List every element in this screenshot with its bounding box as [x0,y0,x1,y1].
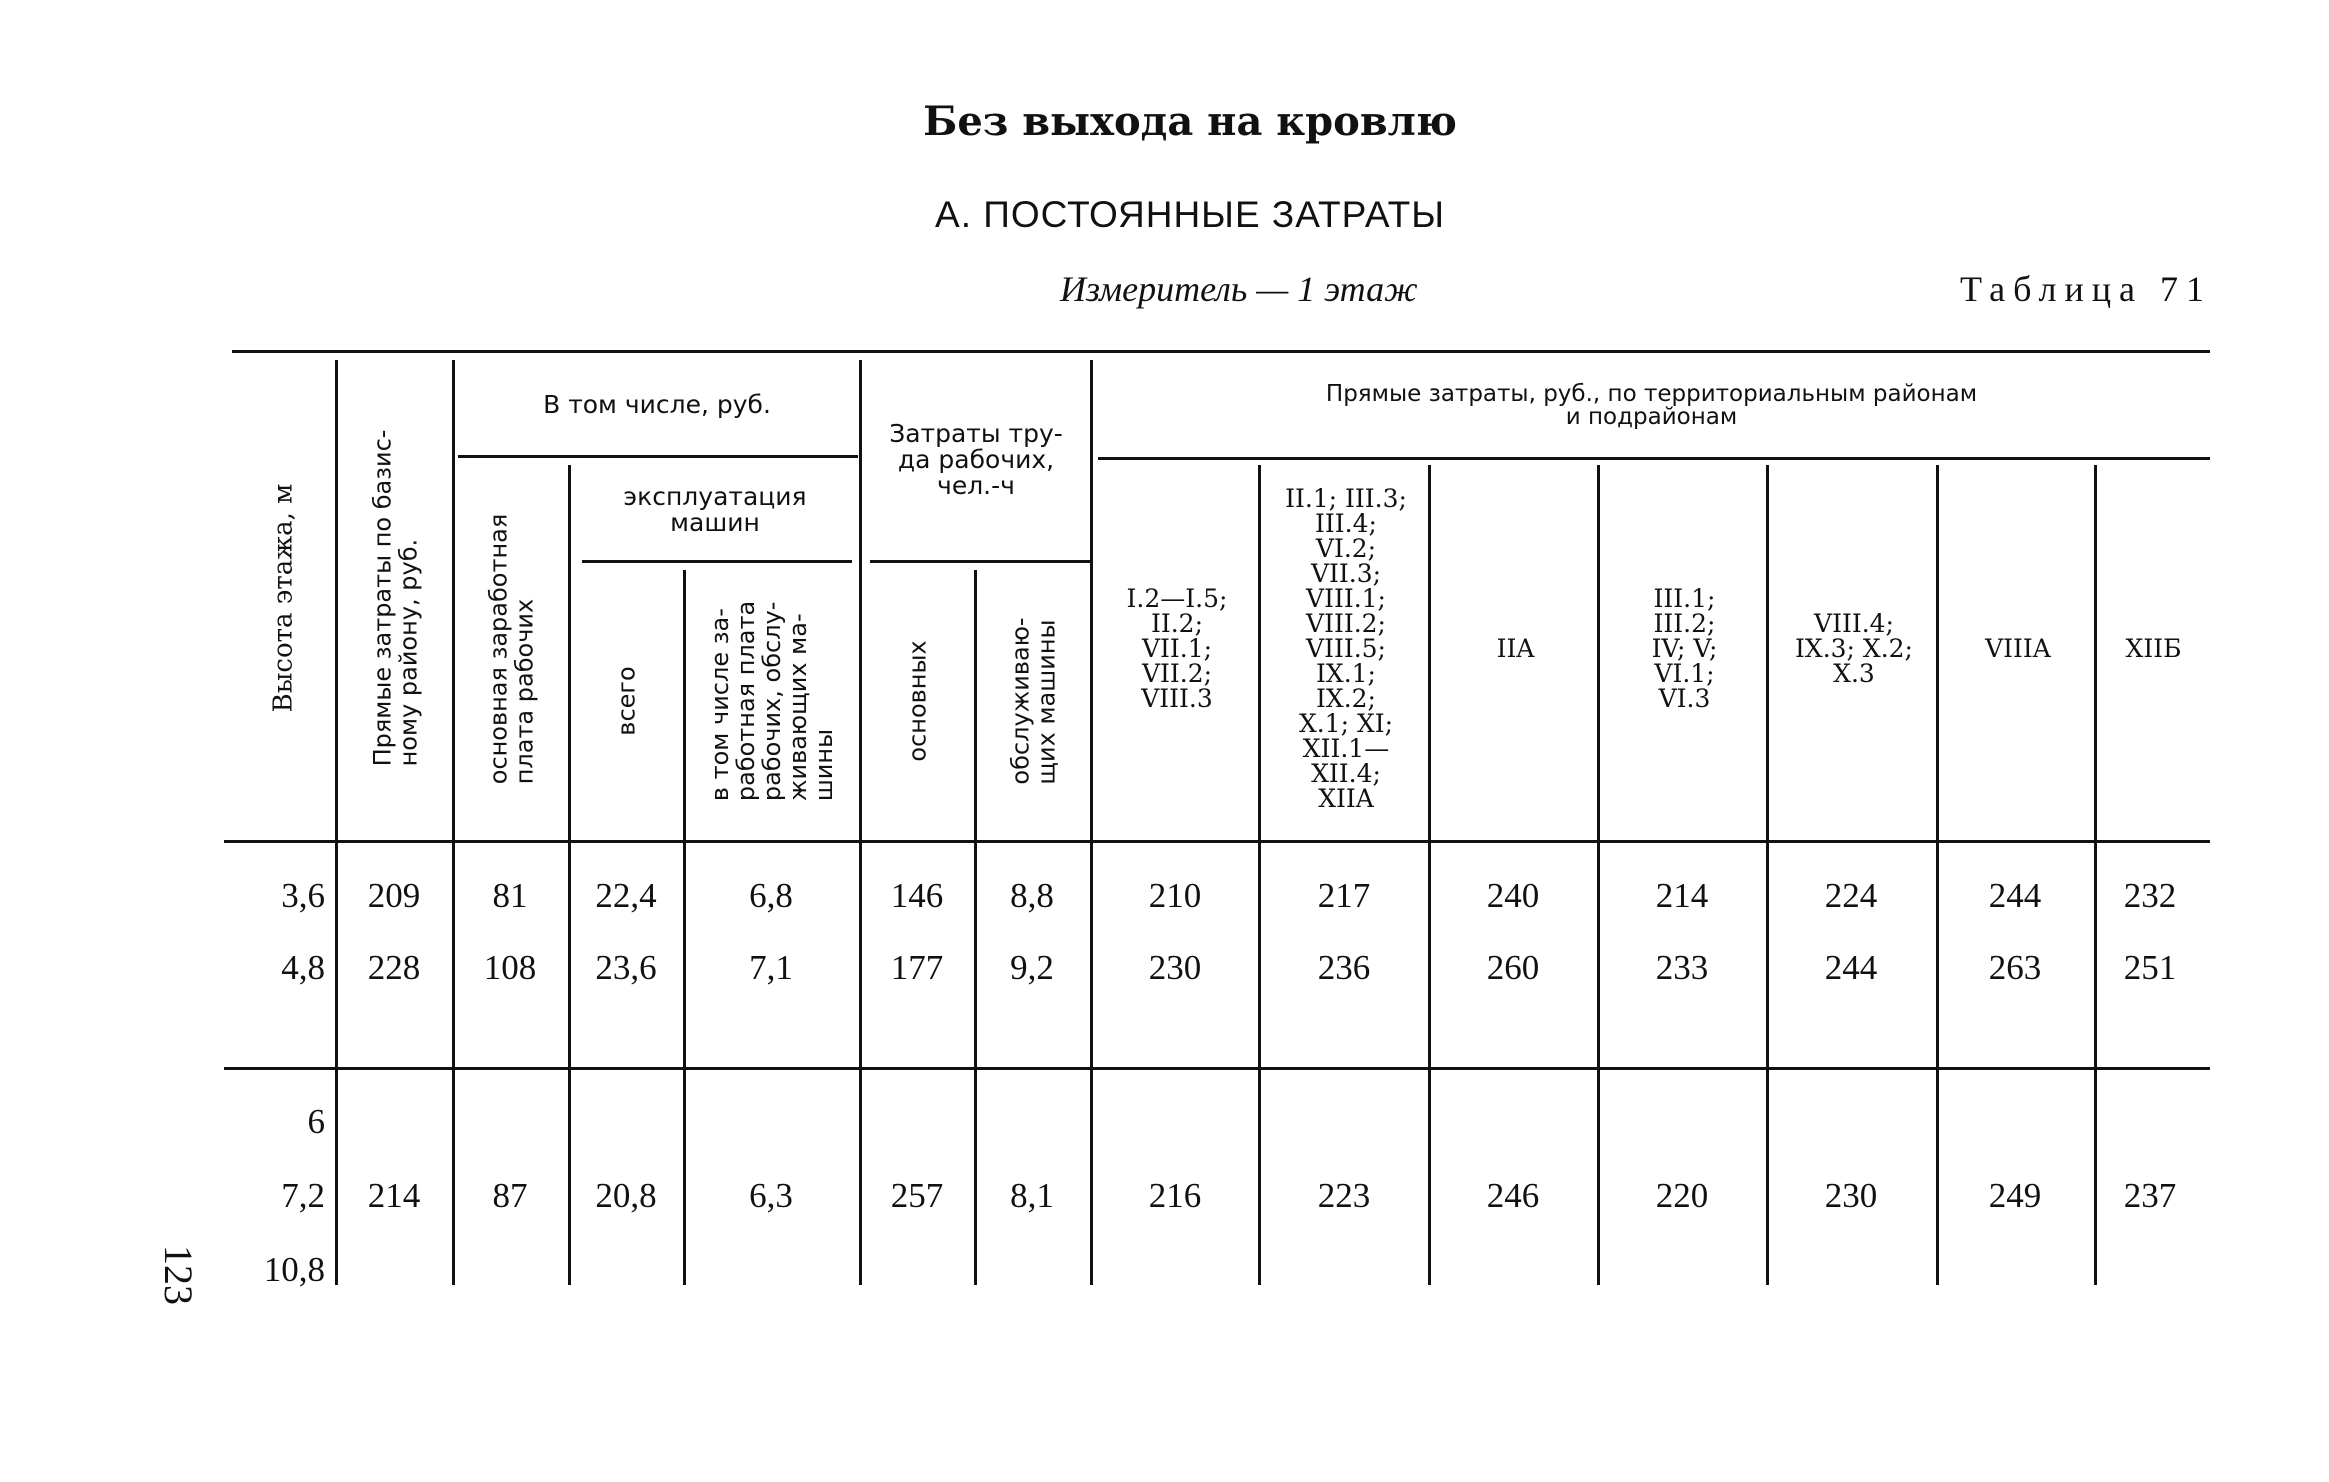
cell-height: 4,8 [281,948,325,987]
cell-region-6: 244 [1988,876,2042,915]
cell-region-4: 220 [1655,1176,1709,1215]
cell-labor-main: 257 [890,1176,944,1215]
cell-direct-base: 214 [367,1176,421,1215]
cell-base-wage: 81 [492,876,528,915]
measure-unit: Измеритель — 1 этаж [1060,269,1418,309]
cell-height: 10,8 [263,1250,325,1289]
header-incl-group: В том числе, руб. [543,390,771,419]
table-label: Таблица 71 [1960,269,2212,309]
cell-base-wage: 87 [492,1176,528,1215]
header-region-1: I.2—I.5; II.2; VII.1; VII.2; VIII.3 [1126,583,1228,713]
cell-region-6: 263 [1988,948,2042,987]
rule-incl [458,455,858,458]
cell-direct-base: 209 [367,876,421,915]
header-machines-group: эксплуатация машин [623,481,807,537]
header-machines-total: всего [613,666,641,736]
cell-region-1: 216 [1148,1176,1202,1215]
cell-machines-wage: 6,8 [749,876,793,915]
cell-region-1: 230 [1148,948,1202,987]
header-machines-wage: в том числе за- работная плата рабочих, обслу- живающих ма- шины [706,600,839,802]
header-regions-group: Прямые затраты, руб., по территориальным районам и подрайонам [1325,381,1978,430]
cell-machines-total: 23,6 [595,948,657,987]
rule-labor [870,560,1090,563]
cell-region-6: 249 [1988,1176,2042,1215]
cell-machines-total: 20,8 [595,1176,657,1215]
group-rule [224,1067,2210,1070]
cell-region-7: 237 [2123,1176,2177,1215]
header-labor-machines: обслуживаю- щих машины [1006,617,1061,785]
section-title: А. ПОСТОЯННЫЕ ЗАТРАТЫ [935,194,1445,235]
cell-labor-machines: 8,1 [1010,1176,1054,1215]
cell-base-wage: 108 [483,948,537,987]
header-height: Высота этажа, м [268,483,299,712]
cell-machines-wage: 7,1 [749,948,793,987]
cell-labor-main: 177 [890,948,944,987]
page-number: 123 [156,1245,201,1305]
header-direct-base: Прямые затраты по базис- ному району, руб. [368,429,422,766]
cell-machines-wage: 6,3 [749,1176,793,1215]
header-bottom-rule [224,840,2210,843]
cell-region-7: 232 [2123,876,2177,915]
header-region-7: XIIБ [2125,633,2182,663]
cell-labor-machines: 8,8 [1010,876,1054,915]
header-base-wage: основная заработная плата рабочих [484,513,539,784]
cell-region-1: 210 [1148,876,1202,915]
header-region-5: VIII.4; IX.3; X.2; X.3 [1795,608,1913,688]
rule-regions [1098,457,2210,460]
cell-region-3: 240 [1486,876,1540,915]
header-region-2: II.1; III.3; III.4; VI.2; VII.3; VIII.1; VIII.2; VIII.5; IX.1; IX.2; X.1; XI; XII.1— XII.4; XIIA [1285,483,1407,813]
cell-labor-main: 146 [890,876,944,915]
header-region-6: VIIIA [1985,633,2051,663]
cell-labor-machines: 9,2 [1010,948,1054,987]
header-region-3: IIA [1496,633,1535,663]
cell-region-4: 214 [1655,876,1709,915]
cell-height: 7,2 [281,1176,325,1215]
cell-region-2: 236 [1317,948,1371,987]
cell-region-3: 246 [1486,1176,1540,1215]
rule-machines [582,560,852,563]
page-title: Без выхода на кровлю [923,98,1457,145]
cell-region-2: 223 [1317,1176,1371,1215]
header-labor-main: основных [904,640,932,762]
header-labor-group: Затраты тру- да рабочих, чел.-ч [889,419,1063,500]
table-top-rule [232,350,2210,353]
cell-region-5: 230 [1824,1176,1878,1215]
cell-region-7: 251 [2123,948,2177,987]
cell-region-3: 260 [1486,948,1540,987]
cell-machines-total: 22,4 [595,876,657,915]
cell-region-5: 244 [1824,948,1878,987]
cell-height: 6 [307,1102,325,1141]
cell-region-4: 233 [1655,948,1709,987]
cell-region-2: 217 [1317,876,1371,915]
header-region-4: III.1; III.2; IV; V; VI.1; VI.3 [1651,583,1718,713]
cell-height: 3,6 [281,876,325,915]
cell-region-5: 224 [1824,876,1878,915]
cell-direct-base: 228 [367,948,421,987]
